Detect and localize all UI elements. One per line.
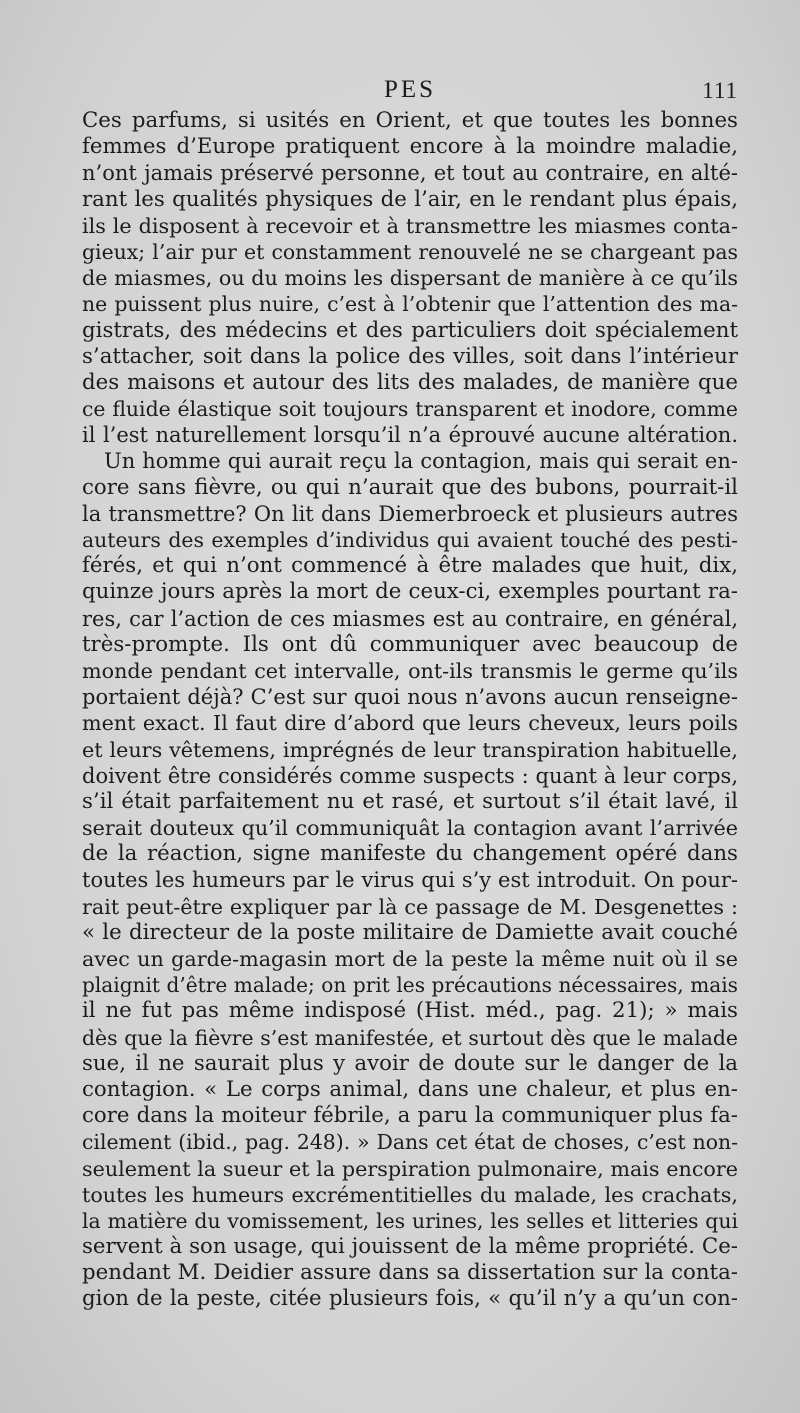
text-line: ment exact. Il faut dire d’abord que leurs cheveux, leurs poils [82, 711, 738, 736]
text-line: ce fluide élastique soit toujours transparent et inodore, comme [82, 397, 738, 422]
text-line: la transmettre? On lit dans Diemerbroeck et plusieurs autres [82, 501, 738, 526]
text-line: monde pendant cet intervalle, ont-ils transmis le germe qu’ils [82, 658, 738, 683]
text-line: res, car l’action de ces miasmes est au contraire, en général, [82, 606, 738, 631]
running-head: PES [383, 76, 437, 103]
text-line: férés, et qui n’ont commencé à être malades que huit, dix, [82, 553, 738, 579]
text-line: ils le disposent à recevoir et à transmettre les miasmes conta- [82, 213, 738, 238]
text-line: ne puissent plus nuire, c’est à l’obtenir que l’attention des ma- [82, 292, 738, 317]
text-line: et leurs vêtemens, imprégnés de leur transpiration habituelle, [82, 737, 738, 762]
text-line: de miasmes, ou du moins les dispersant de manière à ce qu’ils [82, 266, 738, 291]
text-line: n’ont jamais préservé personne, et tout au contraire, en alté- [82, 161, 738, 186]
text-line: « le directeur de la poste militaire de Damiette avait couché [82, 919, 738, 945]
text-line: gieux; l’air pur et constamment renouvelé ne se chargeant pas [82, 239, 738, 264]
text-line: gistrats, des médecins et des particuliers doit spécialement [82, 317, 738, 343]
text-line: core sans fièvre, ou qui n’aurait que des bubons, pourrait-il [82, 474, 738, 500]
text-line: rait peut-être expliquer par là ce passage de M. Desgenettes : [82, 894, 738, 919]
text-line: il l’est naturellement lorsqu’il n’a éprouvé aucune altération. [82, 423, 738, 448]
text-line: seulement la sueur et la perspiration pulmonaire, mais encore [82, 1156, 738, 1181]
text-line: portaient déjà? C’est sur quoi nous n’avons aucun renseigne- [82, 685, 738, 710]
text-line: très-prompte. Ils ont dû communiquer avec beaucoup de [82, 631, 738, 657]
text-line: s’attacher, soit dans la police des villes, soit dans l’intérieur [82, 343, 738, 369]
page-number: 111 [702, 78, 738, 103]
text-line: dès que la fièvre s’est manifestée, et surtout dès que le malade [82, 1025, 738, 1050]
text-line: servent à son usage, qui jouissent de la même propriété. Ce- [82, 1234, 738, 1260]
text-line: gion de la peste, citée plusieurs fois, « qu’il n’y a qu’un con- [82, 1286, 738, 1312]
paragraph-start-line: Un homme qui aurait reçu la contagion, mais qui serait en- [104, 449, 738, 474]
text-line: femmes d’Europe pratiquent encore à la moindre maladie, [82, 134, 738, 160]
text-line: contagion. « Le corps animal, dans une chaleur, et plus en- [82, 1076, 738, 1102]
text-line: core dans la moiteur fébrile, a paru la communiquer plus fa- [82, 1103, 738, 1129]
text-line: Ces parfums, si usités en Orient, et que toutes les bonnes [82, 108, 738, 133]
text-line: auteurs des exemples d’individus qui avaient touché des pesti- [82, 528, 738, 552]
text-line: la matière du vomissement, les urines, les selles et litteries qui [82, 1208, 738, 1233]
body-text [82, 108, 738, 1313]
text-line: avec un garde-magasin mort de la peste la même nuit où il se [82, 947, 738, 971]
text-line: pendant M. Deidier assure dans sa dissertation sur la conta- [82, 1260, 738, 1286]
text-line: toutes les humeurs excrémentitielles du malade, les crachats, [82, 1182, 738, 1207]
text-line: sue, il ne saurait plus y avoir de doute sur le danger de la [82, 1050, 738, 1076]
text-line: s’il était parfaitement nu et rasé, et surtout s’il était lavé, il [82, 788, 738, 814]
text-line: serait douteux qu’il communiquât la contagion avant l’arrivée [82, 816, 738, 841]
text-line: de la réaction, signe manifeste du changement opéré dans [82, 841, 738, 867]
text-line: doivent être considérés comme suspects : quant à leur corps, [82, 763, 738, 788]
text-line: plaignit d’être malade; on prit les précautions nécessaires, mais [82, 973, 738, 998]
text-line: des maisons et autour des lits des malades, de manière que [82, 369, 738, 395]
text-line: toutes les humeurs par le virus qui s’y est introduit. On pour- [82, 868, 738, 893]
text-line: cilement (ibid., pag. 248). » Dans cet état de choses, c’est non- [82, 1130, 738, 1155]
text-line: quinze jours après la mort de ceux-ci, exemples pourtant ra- [82, 579, 738, 605]
page-header [82, 76, 738, 106]
text-line: il ne fut pas même indisposé (Hist. méd., pag. 21); » mais [82, 998, 738, 1024]
text-line: rant les qualités physiques de l’air, en le rendant plus épais, [82, 186, 738, 212]
